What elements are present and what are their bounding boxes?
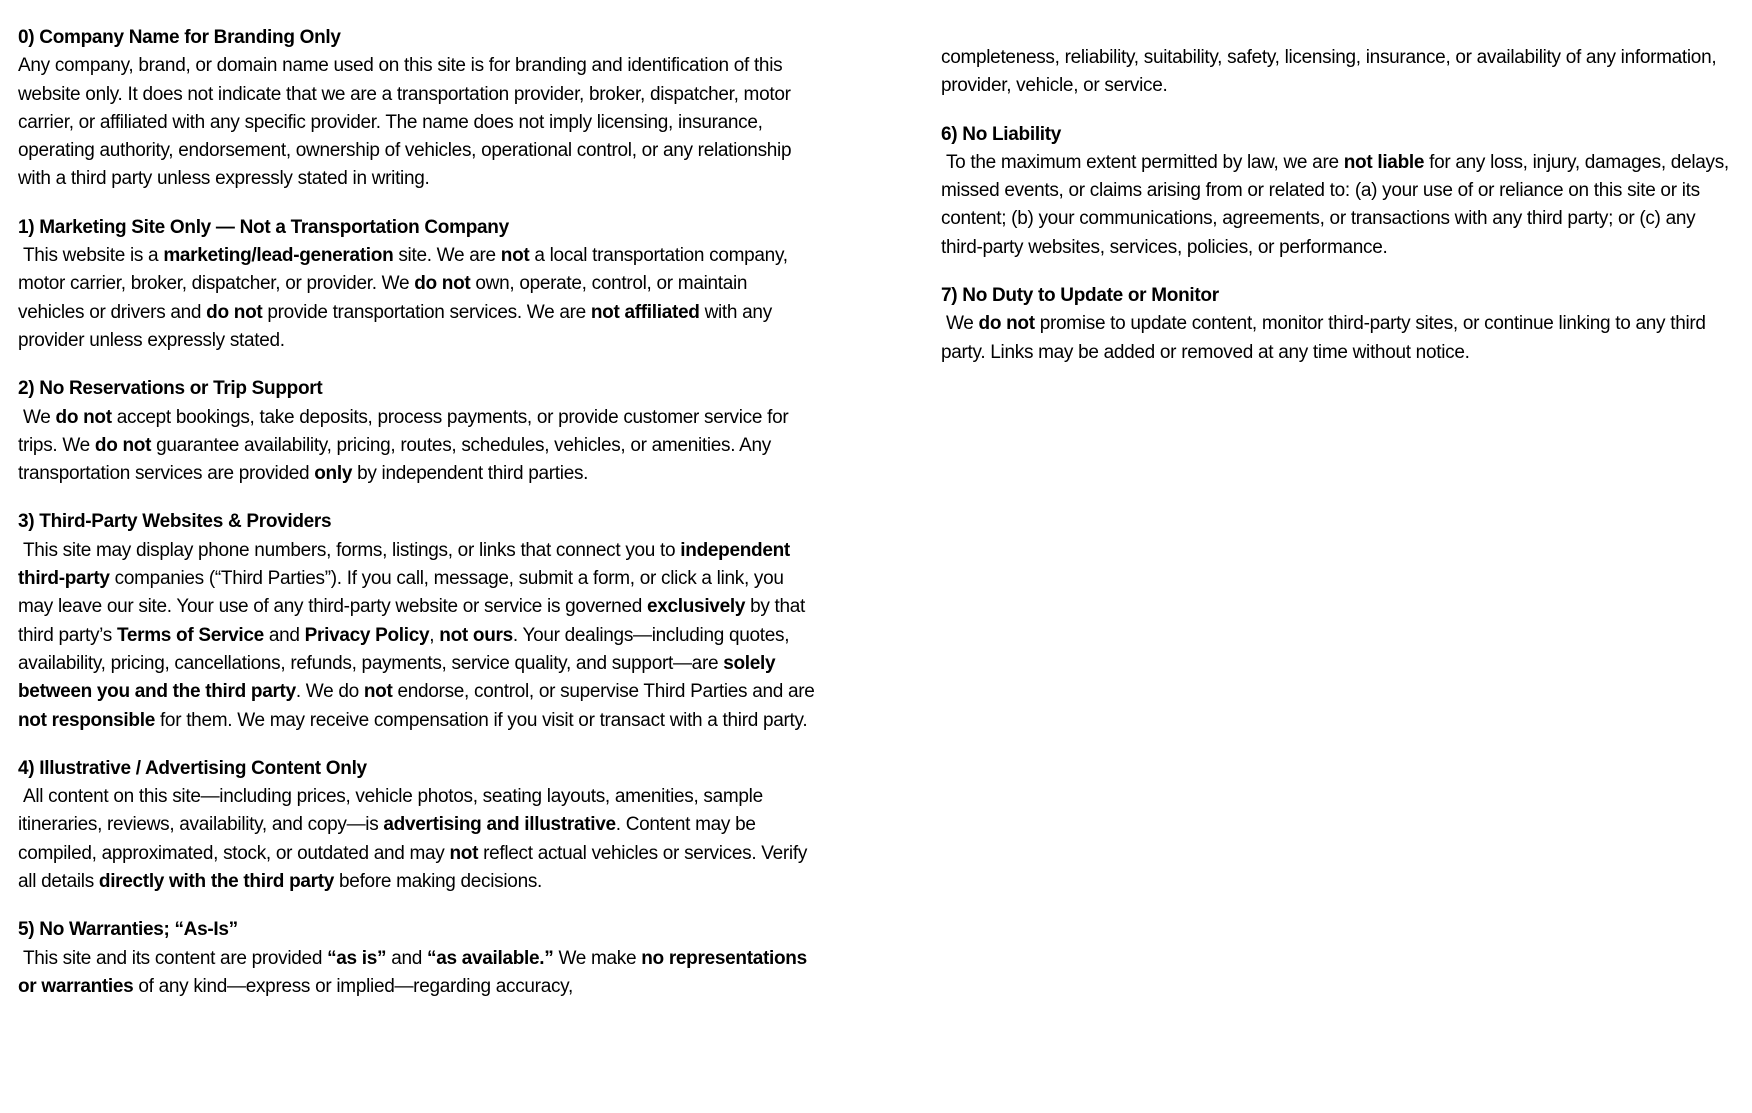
text-run: accept bookings, take deposits, process payments, or provide customer service for trips. We xyxy=(18,406,789,456)
bold-text-run: directly with the third party xyxy=(98,871,335,893)
bold-text-run: only xyxy=(314,463,353,485)
text-run: a local transportation company, motor carrier, broker, dispatcher, or provider. We xyxy=(18,245,788,295)
text-run: reflect actual vehicles or services. Verify all details xyxy=(18,842,808,893)
section-heading: 0) Company Name for Branding Only xyxy=(18,27,341,48)
text-run: and xyxy=(386,947,427,969)
section-heading: 7) No Duty to Update or Monitor xyxy=(941,285,1219,307)
bold-text-run: not affiliated xyxy=(590,301,700,323)
text-run: . We do xyxy=(295,681,364,703)
bold-text-run: “as available.” xyxy=(427,947,554,969)
disclaimer-section xyxy=(941,44,1733,101)
bold-text-run: Terms of Service xyxy=(116,624,264,646)
bold-text-run: not xyxy=(363,681,393,703)
text-run: This website is a xyxy=(18,245,164,267)
disclaimer-section xyxy=(18,916,818,1001)
disclaimer-column-right xyxy=(941,24,1733,1113)
bold-text-run: do not xyxy=(414,273,471,295)
text-run: This site and its content are provided xyxy=(18,947,328,969)
text-run: endorse, control, or supervise Third Parties and are xyxy=(392,681,815,703)
bold-text-run: do not xyxy=(94,434,152,456)
bold-text-run: not liable xyxy=(1343,151,1425,173)
text-run: by that third party’s xyxy=(18,596,806,646)
text-run: This site may display phone numbers, forms, listings, or links that connect you to xyxy=(18,539,681,561)
text-run: Any company, brand, or domain name used on this site is for branding and identification of this website only. It does not indicate that we are a transportation provider, broker, dispatcher, motor carrier, or affiliated with any specific provider. The name does not imply licensing, insurance, operating authority, endorsement, ownership of vehicles, operational control, or any relationship with a third party unless expressly stated in writing. xyxy=(18,55,792,190)
disclaimer-section xyxy=(18,24,818,194)
text-run: for them. We may receive compensation if you visit or transact with a third party. xyxy=(154,709,808,731)
text-run: , xyxy=(429,624,440,646)
disclaimer-section xyxy=(18,214,818,355)
text-run: To the maximum extent permitted by law, we are xyxy=(941,151,1344,173)
section-heading: 4) Illustrative / Advertising Content Only xyxy=(18,757,367,779)
disclaimer-section xyxy=(941,282,1733,367)
disclaimer-section xyxy=(941,121,1733,262)
bold-text-run: solely between you and the third party xyxy=(18,652,776,703)
text-run: All content on this site—including prices, vehicle photos, seating layouts, amenities, sample itineraries, reviews, availability, and copy—is xyxy=(18,786,763,836)
text-run: completeness, reliability, suitability, safety, licensing, insurance, or availability of any information, provider, vehicle, or service. xyxy=(941,47,1717,97)
text-run: and xyxy=(263,624,305,646)
section-heading: 1) Marketing Site Only — Not a Transportation Company xyxy=(18,216,509,238)
text-run: guarantee availability, pricing, routes, schedules, vehicles, or amenities. Any transportation services are provided xyxy=(18,434,772,485)
text-run: of any kind—express or implied—regarding accuracy, xyxy=(133,975,573,997)
section-heading: 3) Third-Party Websites & Providers xyxy=(18,511,332,533)
text-run: site. We are xyxy=(393,245,501,267)
bold-text-run: not responsible xyxy=(18,709,155,731)
text-run: by independent third parties. xyxy=(352,463,589,485)
text-run: We xyxy=(18,406,56,428)
text-run: promise to update content, monitor third-party sites, or continue linking to any third party. Links may be added or removed at any time without notice. xyxy=(941,313,1706,363)
section-heading: 6) No Liability xyxy=(941,123,1062,145)
bold-text-run: “as is” xyxy=(327,947,387,969)
bold-text-run: exclusively xyxy=(646,596,746,618)
bold-text-run: do not xyxy=(55,406,112,428)
bold-text-run: do not xyxy=(206,301,263,323)
disclaimer-section xyxy=(18,508,818,734)
bold-text-run: not xyxy=(500,245,530,267)
disclaimer-section xyxy=(18,375,818,488)
bold-text-run: Privacy Policy xyxy=(304,624,430,646)
text-run: with any provider unless expressly stated. xyxy=(18,301,772,351)
section-heading: 2) No Reservations or Trip Support xyxy=(18,378,323,400)
bold-text-run: marketing/lead-generation xyxy=(163,245,394,267)
text-run: . Content may be compiled, approximated, stock, or outdated and may xyxy=(18,814,756,864)
text-run: for any loss, injury, damages, delays, missed events, or claims arising from or related to: (a) your use of or reliance on this site or its content; (b) your communications, agreements, or transactions with any third party; or (c) any third-party websites, services, policies, or performance. xyxy=(941,151,1729,258)
bold-text-run: do not xyxy=(978,313,1035,335)
text-run: We xyxy=(941,313,979,335)
disclaimer-column-left xyxy=(18,24,818,1113)
bold-text-run: advertising and illustrative xyxy=(383,814,616,836)
text-run: companies (“Third Parties”). If you call, message, submit a form, or click a link, you may leave our site. Your use of any third-party website or service is governed xyxy=(18,568,784,618)
section-heading: 5) No Warranties; “As-Is” xyxy=(18,919,238,941)
text-run: . Your dealings—including quotes, availability, pricing, cancellations, refunds, payments, service quality, and support—are xyxy=(18,624,790,674)
text-run: own, operate, control, or maintain vehicles or drivers and xyxy=(18,273,748,323)
disclaimer-section xyxy=(18,755,818,896)
text-run: before making decisions. xyxy=(334,871,543,893)
bold-text-run: independent third-party xyxy=(18,539,790,590)
bold-text-run: not xyxy=(449,842,479,864)
bold-text-run: no representations or warranties xyxy=(18,947,807,997)
bold-text-run: not ours xyxy=(439,624,513,646)
text-run: provide transportation services. We are xyxy=(262,301,591,323)
text-run: We make xyxy=(553,947,642,969)
